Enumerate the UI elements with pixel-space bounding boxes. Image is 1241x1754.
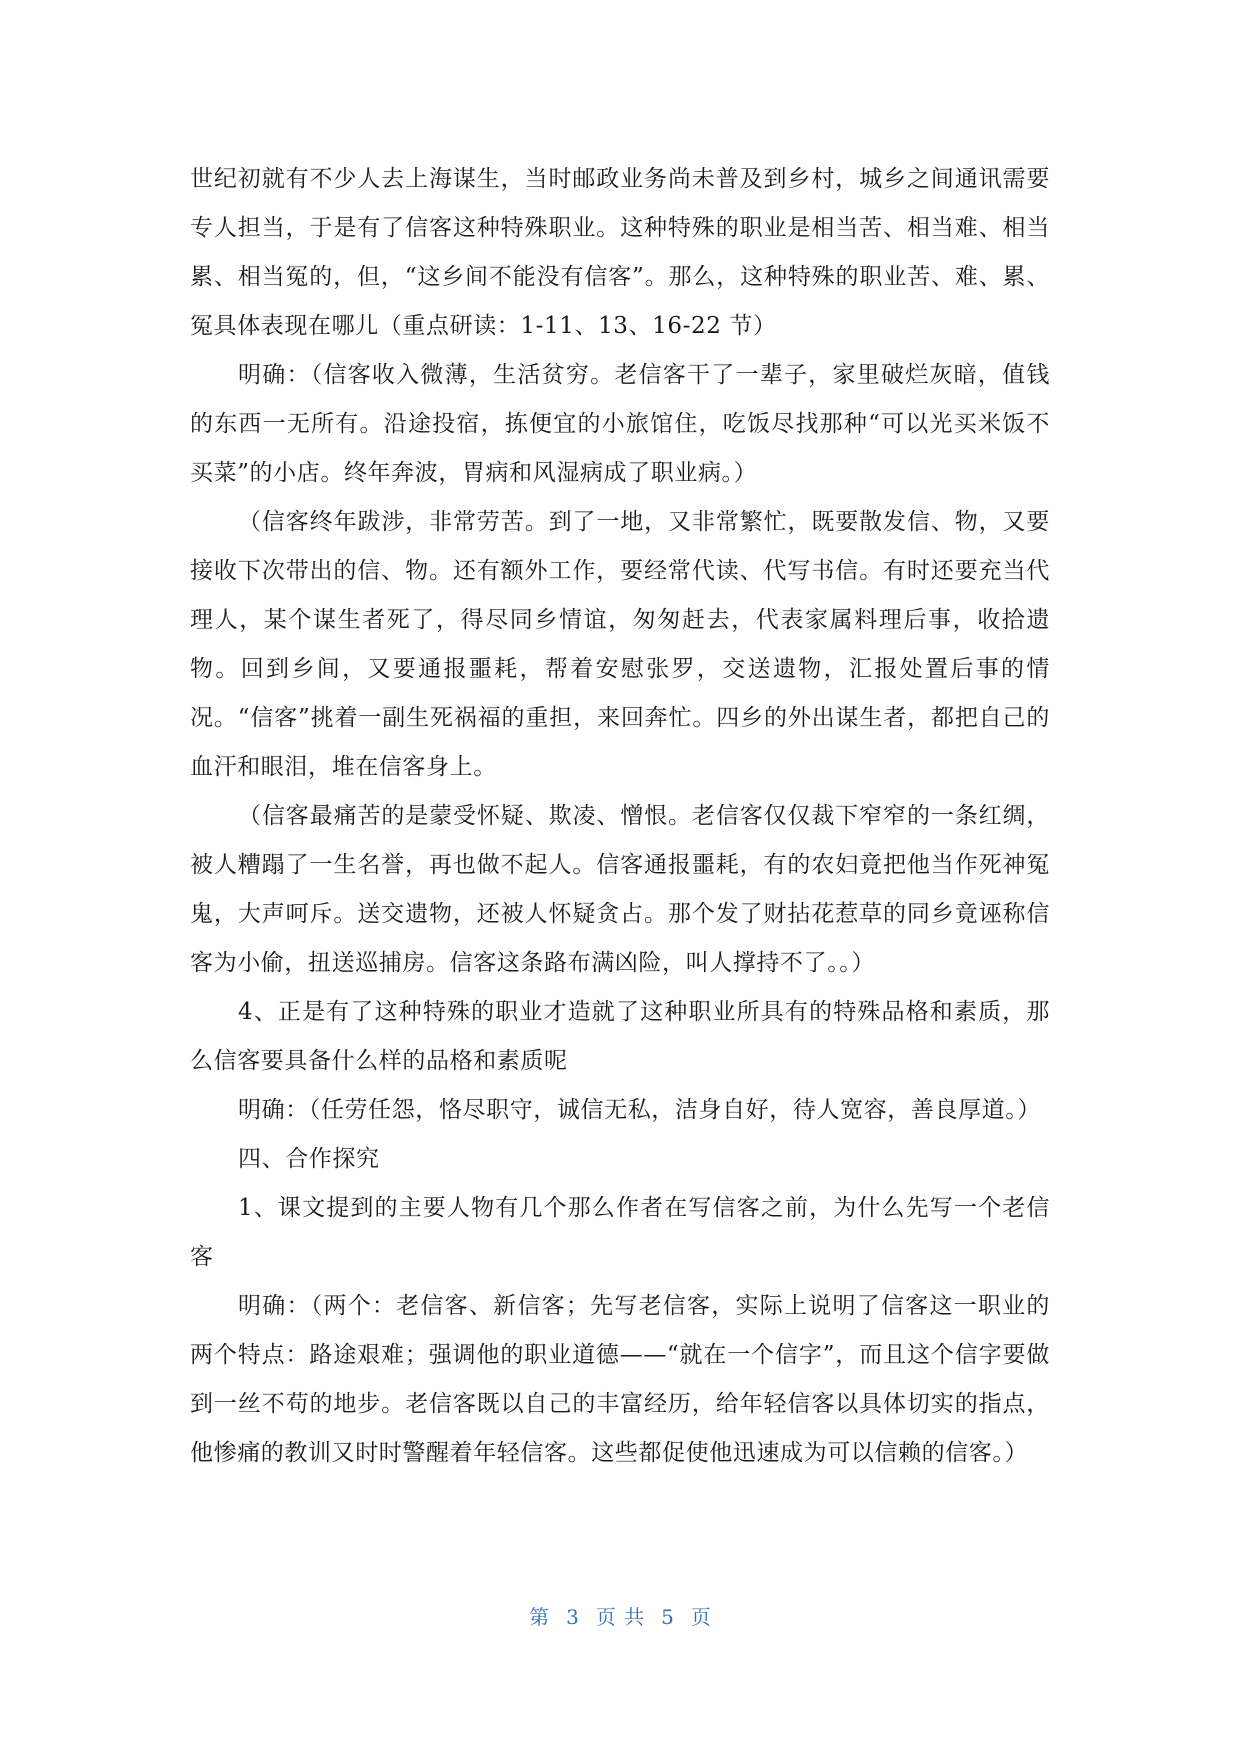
footer-total-pages: 5 (661, 1605, 675, 1629)
footer-current-page: 3 (566, 1605, 580, 1629)
footer-label-page: 第 (529, 1605, 551, 1629)
paragraph-answer-qualities: 明确：（任劳任怨，恪尽职守，诚信无私，洁身自好，待人宽容，善良厚道。） (238, 1097, 1041, 1123)
paragraph-question-4: 4、正是有了这种特殊的职业才造就了这种职业所具有的特殊品格和素质，那么信客要具备什么样的品格和素质呢 (190, 999, 1050, 1074)
paragraph-answer-characters: 明确：（两个：老信客、新信客；先写老信客，实际上说明了信客这一职业的两个特点：路途艰难；强调他的职业道德——“就在一个信字”，而且这个信字要做到一丝不苟的地步。老信客既以自己的丰富经历，给年轻信客以具体切实的指点，他惨痛的教训又时时警醒着年轻信客。这些都促使他迅速成为可以信赖的信客。） (190, 1293, 1050, 1466)
paragraph-question-1: 1、课文提到的主要人物有几个那么作者在写信客之前，为什么先写一个老信客 (190, 1195, 1050, 1270)
paragraph-suffering: （信客最痛苦的是蒙受怀疑、欺凌、憎恨。老信客仅仅裁下窄窄的一条红绸，被人糟蹋了一生名誉，再也做不起人。信客通报噩耗，有的农妇竟把他当作死神冤鬼，大声呵斥。送交遗物，还被人怀疑贪占。那个发了财拈花惹草的同乡竟诬称信客为小偷，扭送巡捕房。信客这条路布满凶险，叫人撑持不了。。） (190, 803, 1050, 976)
paragraph-continuation: 世纪初就有不少人去上海谋生，当时邮政业务尚未普及到乡村，城乡之间通讯需要专人担当，于是有了信客这种特殊职业。这种特殊的职业是相当苦、相当难、相当累、相当冤的，但，“这乡间不能没有信客”。那么，这种特殊的职业苦、难、累、冤具体表现在哪儿（重点研读：1-11、13、16-22 节） (190, 166, 1050, 339)
footer-label-end: 页 (690, 1605, 712, 1629)
section-heading-cooperative-inquiry: 四、合作探究 (238, 1146, 380, 1172)
paragraph-hardship: （信客终年跋涉，非常劳苦。到了一地，又非常繁忙，既要散发信、物，又要接收下次带出的信、物。还有额外工作，要经常代读、代写书信。有时还要充当代理人，某个谋生者死了，得尽同乡情谊，匆匆赶去，代表家属料理后事，收拾遗物。回到乡间，又要通报噩耗，帮着安慰张罗，交送遗物，汇报处置后事的情况。“信客”挑着一副生死祸福的重担，来回奔忙。四乡的外出谋生者，都把自己的血汗和眼泪，堆在信客身上。 (190, 509, 1050, 780)
footer-label-of: 页 共 (595, 1605, 646, 1629)
document-body (190, 155, 1050, 1478)
paragraph-answer-poverty: 明确：（信客收入微薄，生活贫穷。老信客干了一辈子，家里破烂灰暗，值钱的东西一无所有。沿途投宿，拣便宜的小旅馆住，吃饭尽找那种“可以光买米饭不买菜”的小店。终年奔波，胃病和风湿病成了职业病。） (190, 362, 1050, 486)
page-number-footer (0, 1601, 1241, 1630)
